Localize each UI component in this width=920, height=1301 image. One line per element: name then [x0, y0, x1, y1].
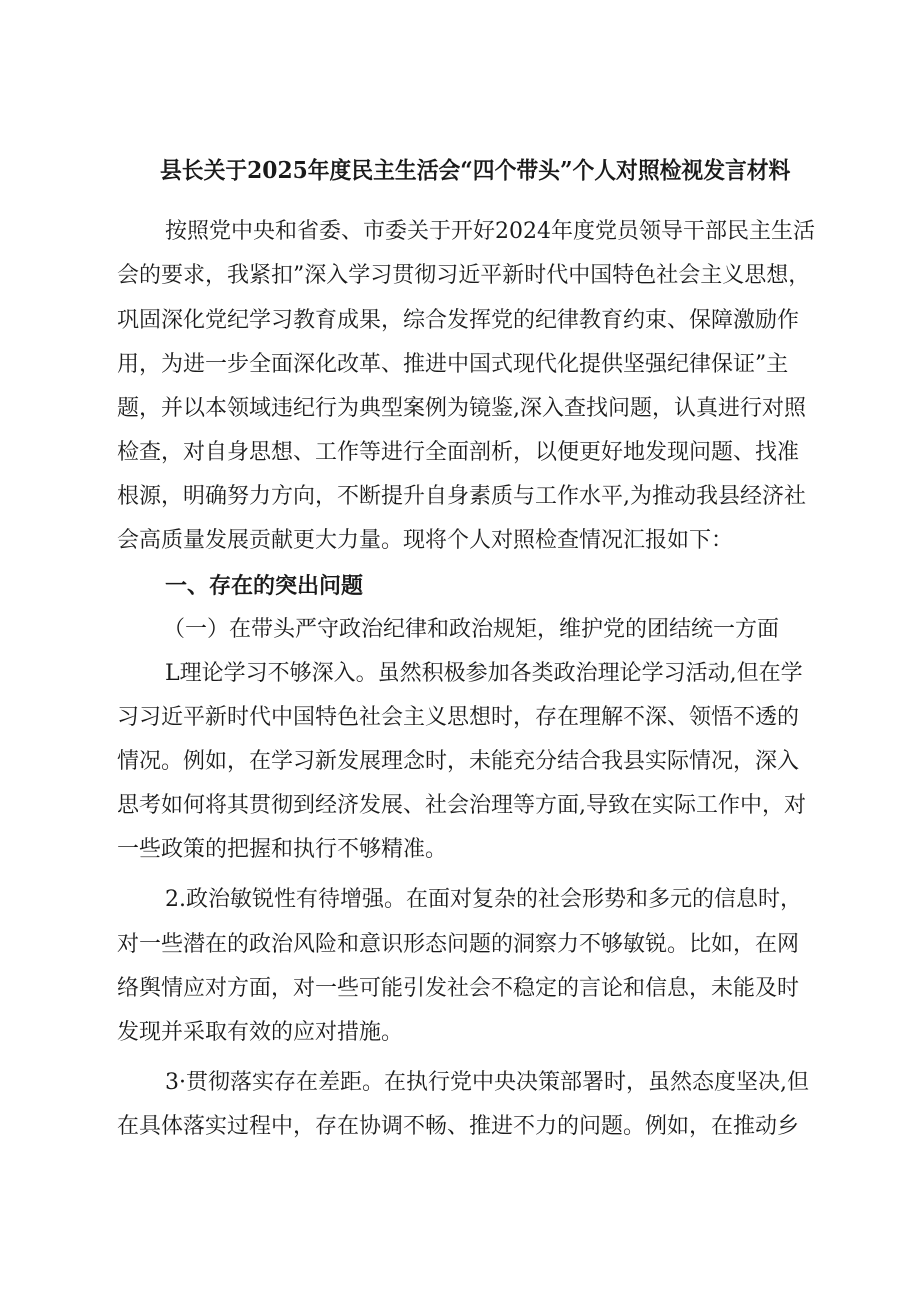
intro-line: 巩固深化党纪学习教育成果，综合发挥党的纪律教育约束、保障激励作: [117, 308, 800, 333]
intro-line: 用，为进一步全面深化改革、推进中国式现代化提供坚强纪律保证”主: [117, 352, 789, 377]
section-heading: 一、存在的突出问题: [165, 573, 364, 599]
item1-line: 思考如何将其贯彻到经济发展、社会治理等方面,导致在实际工作中，对: [117, 793, 806, 818]
item3-line: 3·贯彻落实存在差距。在执行党中央决策部署时，虽然态度坚决,但: [165, 1070, 809, 1095]
intro-line: 根源，明确努力方向，不断提升自身素质与工作水平,为推动我县经济社: [117, 484, 806, 509]
item1-line: 一些政策的把握和执行不够精准。: [117, 837, 448, 862]
item1-line: 情况。例如，在学习新发展理念时，未能充分结合我县实际情况，深入: [117, 749, 800, 774]
item1-line: L理论学习不够深入。虽然积极参加各类政治理论学习活动,但在学: [165, 661, 803, 686]
document-title: 县长关于2025年度民主生活会“四个带头”个人对照检视发言材料: [160, 157, 791, 184]
intro-line: 题，并以本领域违纪行为典型案例为镜鉴,深入查找问题，认真进行对照: [117, 396, 806, 421]
item2-line: 对一些潜在的政治风险和意识形态问题的洞察力不够敏锐。比如，在网: [117, 932, 800, 957]
intro-line: 检查，对自身思想、工作等进行全面剖析，以便更好地发现问题、找准: [117, 440, 800, 465]
item1-line: 习习近平新时代中国特色社会主义思想时，存在理解不深、领悟不透的: [117, 705, 800, 730]
item2-line: 发现并采取有效的应对措施。: [117, 1020, 404, 1045]
item2-line: 络舆情应对方面，对一些可能引发社会不稳定的言论和信息，未能及时: [117, 976, 800, 1001]
intro-line: 按照党中央和省委、市委关于开好2024年度党员领导干部民主生活: [165, 219, 815, 244]
intro-line: 会的要求，我紧扣”深入学习贯彻习近平新时代中国特色社会主义思想，: [117, 263, 811, 288]
item3-line: 在具体落实过程中，存在协调不畅、推进不力的问题。例如，在推动乡: [117, 1114, 800, 1139]
subsection-heading: （一）在带头严守政治纪律和政治规矩，维护党的团结统一方面: [163, 617, 780, 642]
item2-line: 2.政治敏锐性有待增强。在面对复杂的社会形势和多元的信息时，: [165, 887, 802, 912]
intro-line: 会高质量发展贡献更大力量。现将个人对照检查情况汇报如下：: [117, 528, 734, 553]
